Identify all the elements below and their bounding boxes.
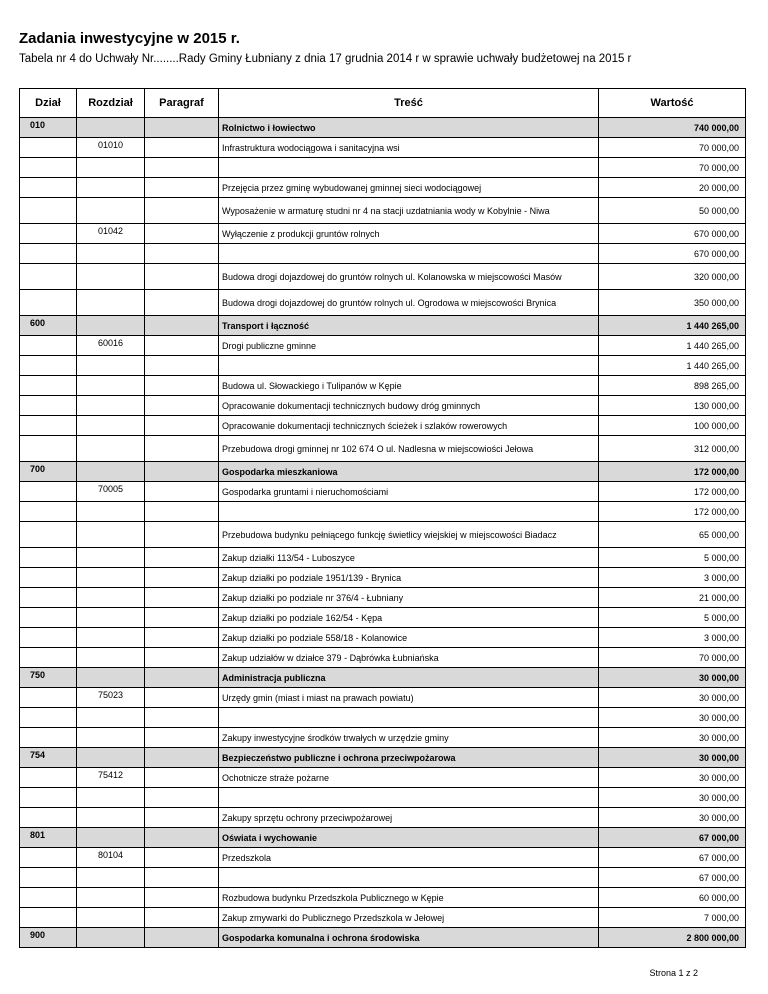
cell-tresc: Zakup udziałów w działce 379 - Dąbrówka Łubniańska <box>219 648 599 668</box>
cell-paragraf <box>145 198 219 224</box>
cell-wartosc: 30 000,00 <box>599 728 746 748</box>
cell-wartosc: 67 000,00 <box>599 848 746 868</box>
table-row <box>20 502 746 522</box>
table-row <box>20 416 746 436</box>
cell-tresc: Zakup działki po podziale 162/54 - Kępa <box>219 608 599 628</box>
cell-dzial: 801 <box>20 828 77 848</box>
table-row <box>20 808 746 828</box>
table-row <box>20 768 746 788</box>
cell-wartosc: 5 000,00 <box>599 608 746 628</box>
cell-paragraf <box>145 224 219 244</box>
table-row <box>20 396 746 416</box>
cell-dzial <box>20 848 77 868</box>
cell-paragraf <box>145 748 219 768</box>
table-row <box>20 788 746 808</box>
cell-paragraf <box>145 848 219 868</box>
cell-paragraf <box>145 244 219 264</box>
cell-dzial <box>20 608 77 628</box>
cell-dzial <box>20 290 77 316</box>
cell-dzial <box>20 436 77 462</box>
cell-wartosc: 70 000,00 <box>599 648 746 668</box>
cell-rozdzial <box>77 290 145 316</box>
cell-wartosc: 172 000,00 <box>599 502 746 522</box>
cell-dzial: 754 <box>20 748 77 768</box>
cell-wartosc: 30 000,00 <box>599 788 746 808</box>
cell-paragraf <box>145 728 219 748</box>
cell-paragraf <box>145 888 219 908</box>
cell-rozdzial <box>77 244 145 264</box>
cell-wartosc: 30 000,00 <box>599 688 746 708</box>
cell-paragraf <box>145 548 219 568</box>
cell-tresc: Gospodarka gruntami i nieruchomościami <box>219 482 599 502</box>
table-row <box>20 888 746 908</box>
cell-rozdzial <box>77 462 145 482</box>
cell-rozdzial <box>77 522 145 548</box>
cell-paragraf <box>145 588 219 608</box>
cell-wartosc: 21 000,00 <box>599 588 746 608</box>
col-header-wartosc: Wartość <box>599 89 746 118</box>
cell-paragraf <box>145 568 219 588</box>
cell-wartosc: 30 000,00 <box>599 708 746 728</box>
table-row <box>20 568 746 588</box>
cell-rozdzial <box>77 502 145 522</box>
cell-tresc: Opracowanie dokumentacji technicznych budowy dróg gminnych <box>219 396 599 416</box>
cell-dzial <box>20 482 77 502</box>
table-row <box>20 848 746 868</box>
cell-wartosc: 670 000,00 <box>599 244 746 264</box>
table-row <box>20 290 746 316</box>
cell-dzial <box>20 728 77 748</box>
cell-tresc: Przebudowa drogi gminnej nr 102 674 O ul. Nadlesna w miejscowiości Jełowa <box>219 436 599 462</box>
cell-dzial <box>20 138 77 158</box>
cell-paragraf <box>145 768 219 788</box>
cell-dzial: 010 <box>20 118 77 138</box>
cell-rozdzial: 75412 <box>77 768 145 788</box>
cell-dzial <box>20 688 77 708</box>
cell-rozdzial: 80104 <box>77 848 145 868</box>
table-row <box>20 264 746 290</box>
table-body <box>20 118 746 948</box>
cell-dzial <box>20 648 77 668</box>
col-header-paragraf: Paragraf <box>145 89 219 118</box>
cell-tresc: Bezpieczeństwo publiczne i ochrona przeciwpożarowa <box>219 748 599 768</box>
cell-tresc <box>219 708 599 728</box>
table-row <box>20 376 746 396</box>
cell-rozdzial <box>77 316 145 336</box>
cell-wartosc: 1 440 265,00 <box>599 356 746 376</box>
cell-paragraf <box>145 290 219 316</box>
cell-dzial <box>20 568 77 588</box>
cell-rozdzial <box>77 118 145 138</box>
cell-rozdzial <box>77 608 145 628</box>
cell-wartosc: 67 000,00 <box>599 828 746 848</box>
cell-tresc: Wyposażenie w armaturę studni nr 4 na stacji uzdatniania wody w Kobylnie - Niwa <box>219 198 599 224</box>
cell-wartosc: 2 800 000,00 <box>599 928 746 948</box>
col-header-rozdzial: Rozdział <box>77 89 145 118</box>
table-row <box>20 436 746 462</box>
cell-tresc: Ochotnicze straże pożarne <box>219 768 599 788</box>
cell-tresc: Przejęcia przez gminę wybudowanej gminnej sieci wodociągowej <box>219 178 599 198</box>
cell-tresc: Zakupy sprzętu ochrony przeciwpożarowej <box>219 808 599 828</box>
cell-paragraf <box>145 522 219 548</box>
cell-tresc <box>219 502 599 522</box>
cell-dzial: 900 <box>20 928 77 948</box>
cell-dzial <box>20 224 77 244</box>
table-row <box>20 688 746 708</box>
cell-paragraf <box>145 482 219 502</box>
cell-tresc: Przedszkola <box>219 848 599 868</box>
cell-paragraf <box>145 668 219 688</box>
table-row-dzial <box>20 668 746 688</box>
cell-rozdzial <box>77 748 145 768</box>
cell-tresc <box>219 158 599 178</box>
cell-paragraf <box>145 688 219 708</box>
table-row-dzial <box>20 748 746 768</box>
cell-tresc: Rolnictwo i łowiectwo <box>219 118 599 138</box>
cell-rozdzial <box>77 728 145 748</box>
cell-dzial <box>20 198 77 224</box>
table-row <box>20 628 746 648</box>
cell-paragraf <box>145 608 219 628</box>
cell-paragraf <box>145 118 219 138</box>
cell-dzial <box>20 588 77 608</box>
cell-wartosc: 350 000,00 <box>599 290 746 316</box>
cell-rozdzial <box>77 788 145 808</box>
cell-wartosc: 320 000,00 <box>599 264 746 290</box>
table-row <box>20 356 746 376</box>
table-row-dzial <box>20 928 746 948</box>
cell-rozdzial: 01010 <box>77 138 145 158</box>
table-row <box>20 608 746 628</box>
cell-tresc: Zakup działki po podziale nr 376/4 - Łubniany <box>219 588 599 608</box>
cell-dzial <box>20 522 77 548</box>
cell-tresc: Budowa ul. Słowackiego i Tulipanów w Kępie <box>219 376 599 396</box>
cell-wartosc: 1 440 265,00 <box>599 316 746 336</box>
cell-tresc: Gospodarka mieszkaniowa <box>219 462 599 482</box>
cell-rozdzial: 01042 <box>77 224 145 244</box>
cell-dzial <box>20 416 77 436</box>
cell-paragraf <box>145 828 219 848</box>
cell-paragraf <box>145 178 219 198</box>
cell-dzial: 600 <box>20 316 77 336</box>
table-row <box>20 648 746 668</box>
cell-rozdzial <box>77 908 145 928</box>
cell-paragraf <box>145 416 219 436</box>
cell-wartosc: 20 000,00 <box>599 178 746 198</box>
table-row <box>20 138 746 158</box>
cell-tresc: Budowa drogi dojazdowej do gruntów rolnych ul. Kolanowska w miejscowości Masów <box>219 264 599 290</box>
cell-rozdzial <box>77 628 145 648</box>
cell-dzial: 700 <box>20 462 77 482</box>
table-row <box>20 548 746 568</box>
cell-tresc: Gospodarka komunalna i ochrona środowiska <box>219 928 599 948</box>
table-row <box>20 482 746 502</box>
cell-wartosc: 50 000,00 <box>599 198 746 224</box>
page-subtitle: Tabela nr 4 do Uchwały Nr........Rady Gminy Łubniany z dnia 17 grudnia 2014 r w sprawie uchwały budżetowej na 2015 r <box>19 53 632 65</box>
cell-paragraf <box>145 138 219 158</box>
table-row <box>20 244 746 264</box>
cell-paragraf <box>145 648 219 668</box>
cell-rozdzial <box>77 548 145 568</box>
table-row <box>20 708 746 728</box>
page-title: Zadania inwestycyjne w 2015 r. <box>19 30 240 47</box>
cell-paragraf <box>145 928 219 948</box>
cell-wartosc: 670 000,00 <box>599 224 746 244</box>
cell-tresc: Zakup zmywarki do Publicznego Przedszkola w Jełowej <box>219 908 599 928</box>
cell-rozdzial <box>77 668 145 688</box>
cell-wartosc: 1 440 265,00 <box>599 336 746 356</box>
cell-dzial <box>20 376 77 396</box>
cell-dzial <box>20 396 77 416</box>
cell-tresc <box>219 244 599 264</box>
cell-dzial <box>20 158 77 178</box>
cell-paragraf <box>145 628 219 648</box>
cell-rozdzial <box>77 648 145 668</box>
cell-wartosc: 30 000,00 <box>599 768 746 788</box>
cell-tresc: Zakup działki po podziale 558/18 - Kolanowice <box>219 628 599 648</box>
cell-wartosc: 5 000,00 <box>599 548 746 568</box>
cell-wartosc: 3 000,00 <box>599 568 746 588</box>
cell-dzial <box>20 808 77 828</box>
cell-wartosc: 70 000,00 <box>599 158 746 178</box>
table-row <box>20 158 746 178</box>
cell-paragraf <box>145 808 219 828</box>
cell-tresc: Transport i łączność <box>219 316 599 336</box>
cell-paragraf <box>145 788 219 808</box>
cell-wartosc: 740 000,00 <box>599 118 746 138</box>
cell-paragraf <box>145 868 219 888</box>
col-header-tresc: Treść <box>219 89 599 118</box>
cell-wartosc: 172 000,00 <box>599 462 746 482</box>
table-row <box>20 728 746 748</box>
table-row <box>20 178 746 198</box>
table-row-dzial <box>20 118 746 138</box>
cell-tresc: Administracja publiczna <box>219 668 599 688</box>
cell-paragraf <box>145 336 219 356</box>
cell-paragraf <box>145 908 219 928</box>
table-row <box>20 198 746 224</box>
cell-rozdzial <box>77 198 145 224</box>
cell-dzial <box>20 548 77 568</box>
cell-rozdzial <box>77 178 145 198</box>
cell-dzial: 750 <box>20 668 77 688</box>
cell-rozdzial <box>77 868 145 888</box>
cell-paragraf <box>145 502 219 522</box>
table-row <box>20 868 746 888</box>
cell-wartosc: 172 000,00 <box>599 482 746 502</box>
cell-dzial <box>20 908 77 928</box>
cell-tresc: Wyłączenie z produkcji gruntów rolnych <box>219 224 599 244</box>
cell-wartosc: 30 000,00 <box>599 748 746 768</box>
cell-paragraf <box>145 462 219 482</box>
cell-paragraf <box>145 708 219 728</box>
cell-tresc: Infrastruktura wodociągowa i sanitacyjna wsi <box>219 138 599 158</box>
cell-rozdzial: 70005 <box>77 482 145 502</box>
cell-wartosc: 30 000,00 <box>599 668 746 688</box>
cell-dzial <box>20 264 77 290</box>
cell-dzial <box>20 868 77 888</box>
cell-tresc: Zakup działki 113/54 - Luboszyce <box>219 548 599 568</box>
cell-tresc: Zakupy inwestycyjne środków trwałych w urzędzie gminy <box>219 728 599 748</box>
cell-wartosc: 312 000,00 <box>599 436 746 462</box>
table-row-dzial <box>20 316 746 336</box>
cell-rozdzial <box>77 158 145 178</box>
cell-dzial <box>20 788 77 808</box>
cell-rozdzial <box>77 416 145 436</box>
cell-wartosc: 130 000,00 <box>599 396 746 416</box>
cell-dzial <box>20 244 77 264</box>
cell-wartosc: 7 000,00 <box>599 908 746 928</box>
cell-rozdzial <box>77 264 145 290</box>
cell-rozdzial <box>77 376 145 396</box>
cell-tresc: Oświata i wychowanie <box>219 828 599 848</box>
cell-tresc: Urzędy gmin (miast i miast na prawach powiatu) <box>219 688 599 708</box>
cell-rozdzial <box>77 708 145 728</box>
table-header-row <box>20 89 746 118</box>
cell-paragraf <box>145 356 219 376</box>
table-row <box>20 336 746 356</box>
page-number: Strona 1 z 2 <box>649 968 698 978</box>
table-row <box>20 224 746 244</box>
cell-rozdzial: 75023 <box>77 688 145 708</box>
cell-dzial <box>20 356 77 376</box>
cell-paragraf <box>145 158 219 178</box>
cell-rozdzial <box>77 588 145 608</box>
cell-dzial <box>20 336 77 356</box>
cell-wartosc: 67 000,00 <box>599 868 746 888</box>
cell-paragraf <box>145 316 219 336</box>
table-row <box>20 908 746 928</box>
cell-dzial <box>20 502 77 522</box>
cell-rozdzial <box>77 396 145 416</box>
cell-dzial <box>20 768 77 788</box>
cell-rozdzial <box>77 928 145 948</box>
cell-wartosc: 65 000,00 <box>599 522 746 548</box>
cell-rozdzial <box>77 356 145 376</box>
cell-wartosc: 3 000,00 <box>599 628 746 648</box>
cell-rozdzial <box>77 828 145 848</box>
cell-tresc: Budowa drogi dojazdowej do gruntów rolnych ul. Ogrodowa w miejscowości Brynica <box>219 290 599 316</box>
cell-rozdzial <box>77 888 145 908</box>
table-row-dzial <box>20 828 746 848</box>
cell-dzial <box>20 708 77 728</box>
cell-dzial <box>20 178 77 198</box>
investment-table <box>19 88 746 948</box>
cell-rozdzial <box>77 436 145 462</box>
cell-wartosc: 30 000,00 <box>599 808 746 828</box>
cell-tresc <box>219 868 599 888</box>
cell-rozdzial <box>77 808 145 828</box>
table-row-dzial <box>20 462 746 482</box>
cell-rozdzial <box>77 568 145 588</box>
cell-paragraf <box>145 436 219 462</box>
cell-tresc: Opracowanie dokumentacji technicznych ścieżek i szlaków rowerowych <box>219 416 599 436</box>
cell-tresc: Przebudowa budynku pełniącego funkcję świetlicy wiejskiej w miejscowości Biadacz <box>219 522 599 548</box>
cell-tresc: Zakup działki po podziale 1951/139 - Brynica <box>219 568 599 588</box>
cell-wartosc: 898 265,00 <box>599 376 746 396</box>
col-header-dzial: Dział <box>20 89 77 118</box>
cell-wartosc: 70 000,00 <box>599 138 746 158</box>
cell-paragraf <box>145 396 219 416</box>
cell-wartosc: 100 000,00 <box>599 416 746 436</box>
cell-dzial <box>20 888 77 908</box>
cell-dzial <box>20 628 77 648</box>
cell-tresc <box>219 788 599 808</box>
cell-tresc: Drogi publiczne gminne <box>219 336 599 356</box>
cell-tresc: Rozbudowa budynku Przedszkola Publicznego w Kępie <box>219 888 599 908</box>
table-row <box>20 588 746 608</box>
cell-rozdzial: 60016 <box>77 336 145 356</box>
cell-tresc <box>219 356 599 376</box>
cell-paragraf <box>145 264 219 290</box>
cell-paragraf <box>145 376 219 396</box>
cell-wartosc: 60 000,00 <box>599 888 746 908</box>
table-row <box>20 522 746 548</box>
